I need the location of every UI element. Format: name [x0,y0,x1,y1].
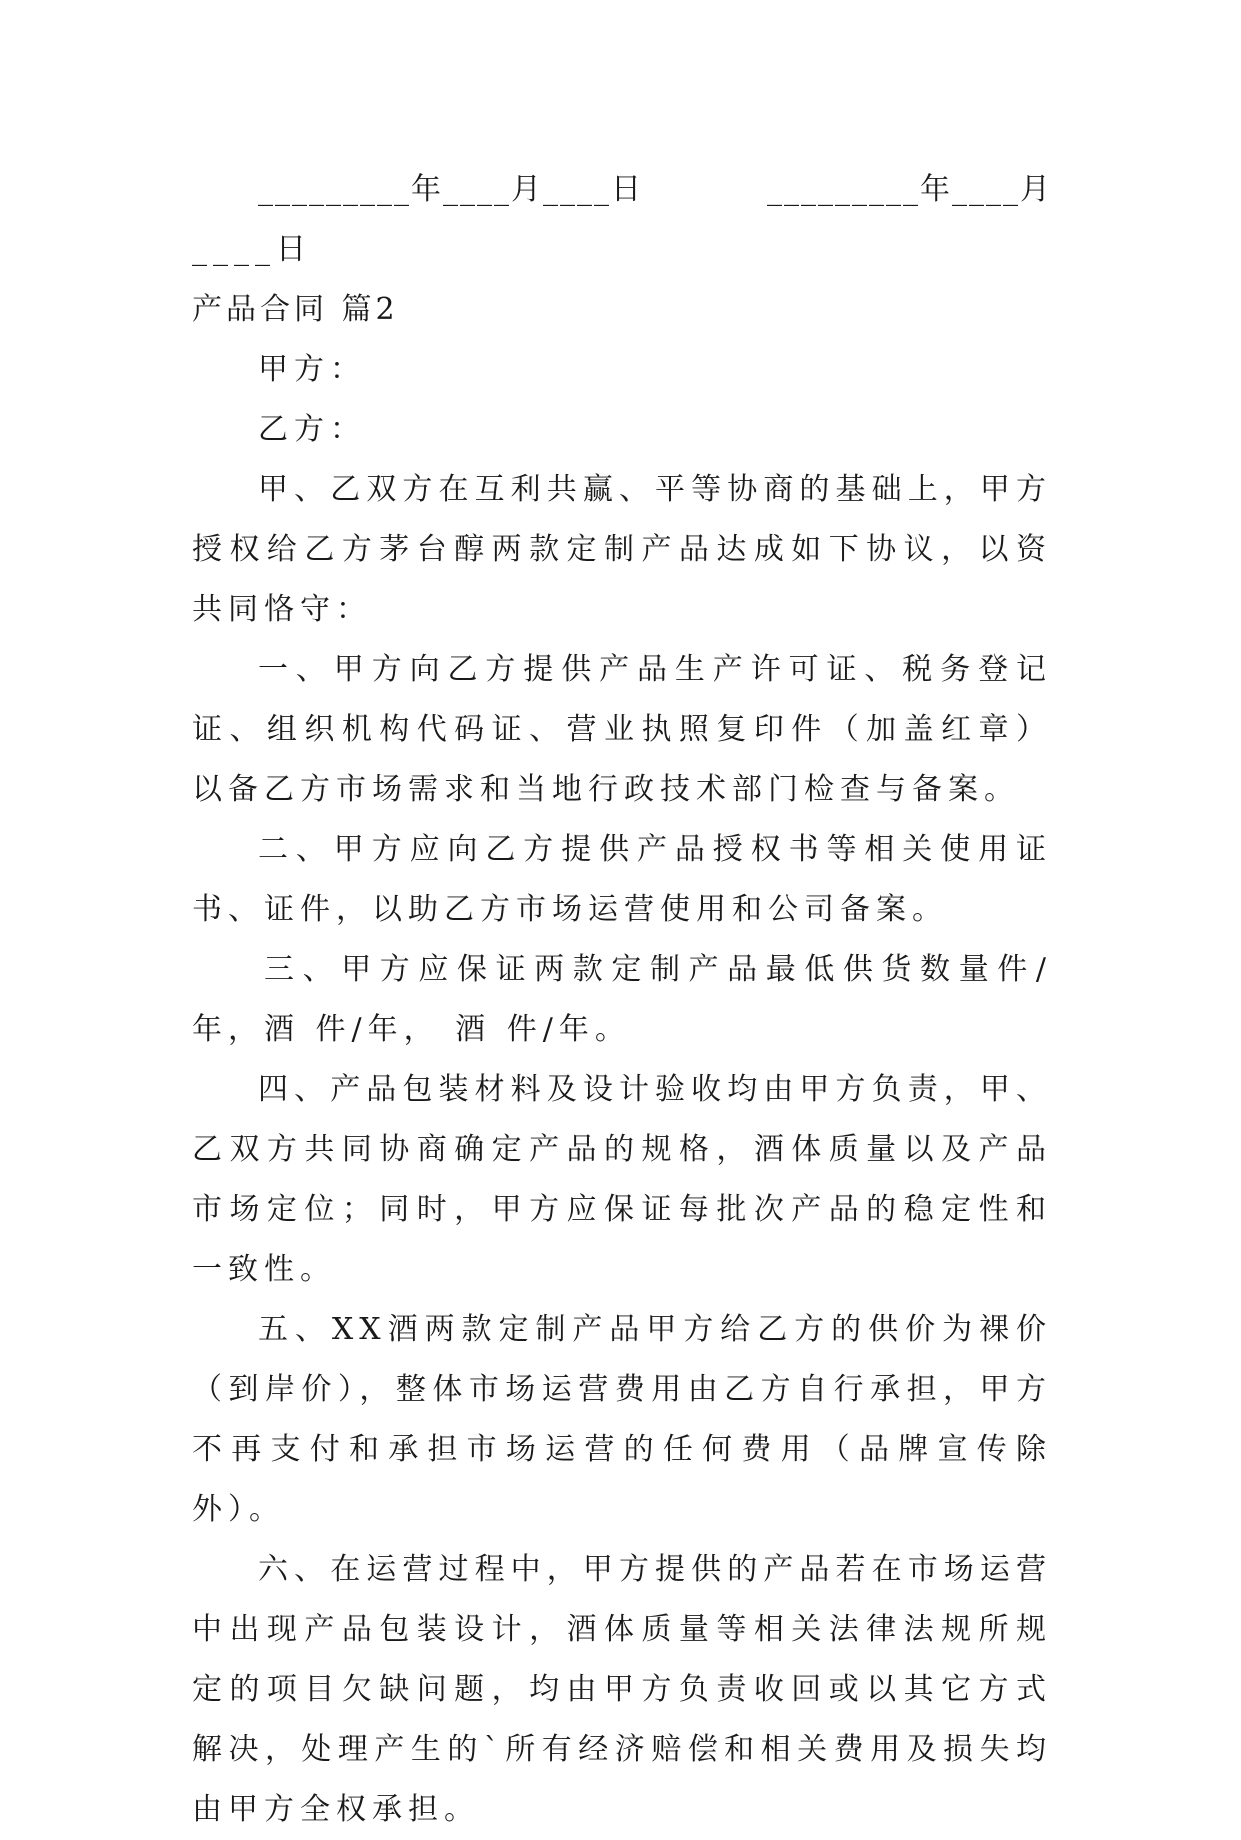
clause-5-paragraph: 五、XX酒两款定制产品甲方给乙方的供价为裸价（到岸价），整体市场运营费用由乙方自行承担，甲方不再支付和承担市场运营的任何费用（品牌宣传除外）。 [192,1312,1052,1527]
contract-title: 产品合同 篇2 [192,292,399,327]
clause-6-paragraph: 六、在运营过程中，甲方提供的产品若在市场运营中出现产品包装设计，酒体质量等相关法律法规所规定的项目欠缺问题，均由甲方负责收回或以其它方式解决，处理产生的`所有经济赔偿和相关费用及损失均由甲方全权承担。 [192,1552,1052,1827]
clause-3-paragraph: 三、甲方应保证两款定制产品最低供货数量件/年，酒 件/年， 酒 件/年。 [192,952,1052,1047]
signature-date-left: _________年____月____日 [258,172,643,207]
clause-1-paragraph: 一、甲方向乙方提供产品生产许可证、税务登记证、组织机构代码证、营业执照复印件（加盖红章）以备乙方市场需求和当地行政技术部门检查与备案。 [192,652,1052,807]
document-body [192,160,1052,1840]
party-b-label: 乙方： [258,412,366,447]
clause-2-paragraph: 二、甲方应向乙方提供产品授权书等相关使用证书、证件，以助乙方市场运营使用和公司备案。 [192,832,1052,927]
signature-date-row [192,160,1052,220]
clause-4-paragraph: 四、产品包装材料及设计验收均由甲方负责，甲、乙双方共同协商确定产品的规格，酒体质量以及产品市场定位；同时，甲方应保证每批次产品的稳定性和一致性。 [192,1072,1052,1287]
party-a-label: 甲方： [258,352,366,387]
signature-date-wrap: ____日 [192,232,312,267]
preamble-paragraph: 甲、乙双方在互利共赢、平等协商的基础上，甲方授权给乙方茅台醇两款定制产品达成如下协议，以资共同恪守： [192,472,1052,627]
signature-date-right: _________年____月 [767,172,1052,207]
